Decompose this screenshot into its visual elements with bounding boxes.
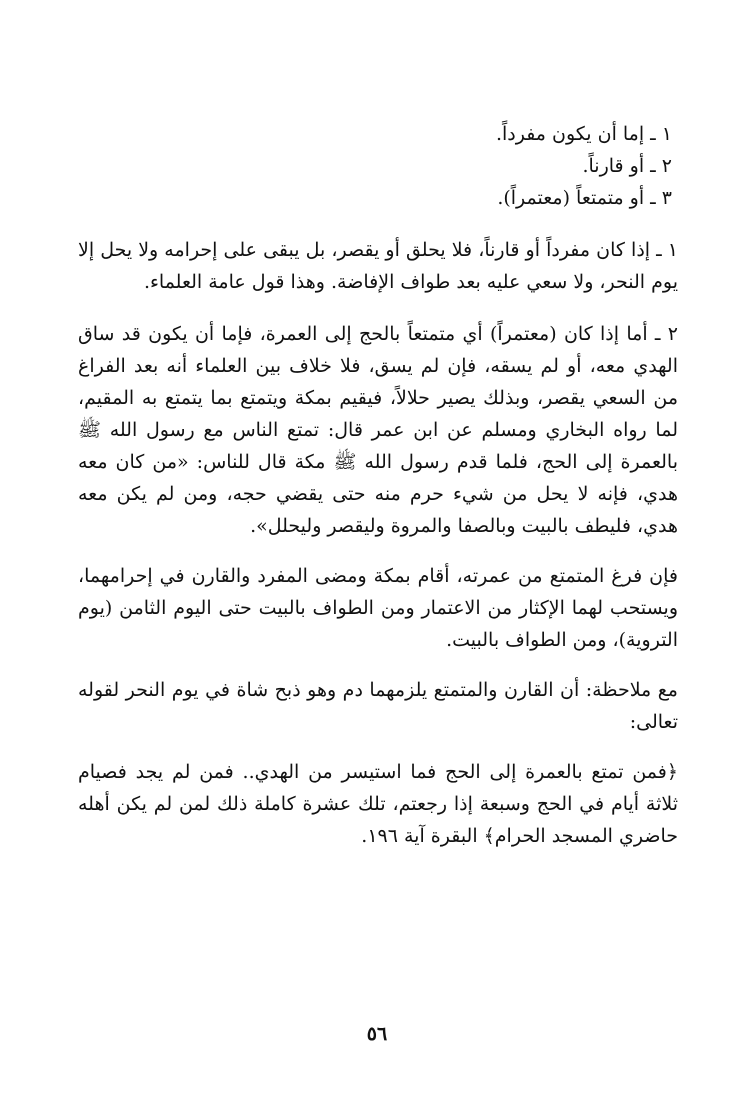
paragraph-3: فإن فرغ المتمتع من عمرته، أقام بمكة ومضى المفرد والقارن في إحرامهما، ويستحب لهما الإكثار من الاعتمار ومن الطواف بالبيت حتى اليوم الثامن (يوم التروية)، ومن الطواف بالبيت. (78, 565, 678, 651)
paragraph-1: ١ ـ إذا كان مفرداً أو قارناً، فلا يحلق أو يقصر، بل يبقى على إحرامه ولا يحل إلا يوم النحر، ولا سعي عليه بعد طواف الإفاضة. وهذا قول عامة العلماء. (78, 239, 678, 293)
paragraph-2: ٢ ـ أما إذا كان (معتمراً) أي متمتعاً بالحج إلى العمرة، فإما أن يكون قد ساق الهدي معه، أو لم يسقه، فإن لم يسق، فلا خلاف بين العلماء أنه بعد الفراغ من السعي يقصر، وبذلك يصير حلالاً، فيقيم بمكة ويتمتع بما يتمتع به المقيم، لما رواه البخاري ومسلم عن ابن عمر قال: تمتع الناس مع رسول الله ﷺ بالعمرة إلى الحج، فلما قدم رسول الله ﷺ مكة قال للناس: «من كان معه هدي، فإنه لا يحل من شيء حرم منه حتى يقضي حجه، ومن لم يكن معه هدي، فليطف بالبيت وبالصفا والمروة وليقصر وليحلل». (78, 323, 678, 537)
page-body (78, 118, 678, 852)
note-paragraph: مع ملاحظة: أن القارن والمتمتع يلزمهما دم وهو ذبح شاة في يوم النحر لقوله تعالى: (78, 679, 678, 733)
quran-verse: ﴿فمن تمتع بالعمرة إلى الحج فما استيسر من الهدي.. فمن لم يجد فصيام ثلاثة أيام في الحج وسبعة إذا رجعتم، تلك عشرة كاملة ذلك لمن لم يكن أهله حاضري المسجد الحرام﴾ البقرة آية ١٩٦. (78, 761, 678, 847)
page-number: ٥٦ (366, 1023, 388, 1045)
options-list (78, 118, 678, 214)
list-item: ٢ ـ أو قارناً. (582, 155, 672, 177)
list-item: ٣ ـ أو متمتعاً (معتمراً). (497, 187, 672, 209)
list-item: ١ ـ إما أن يكون مفرداً. (495, 123, 672, 145)
